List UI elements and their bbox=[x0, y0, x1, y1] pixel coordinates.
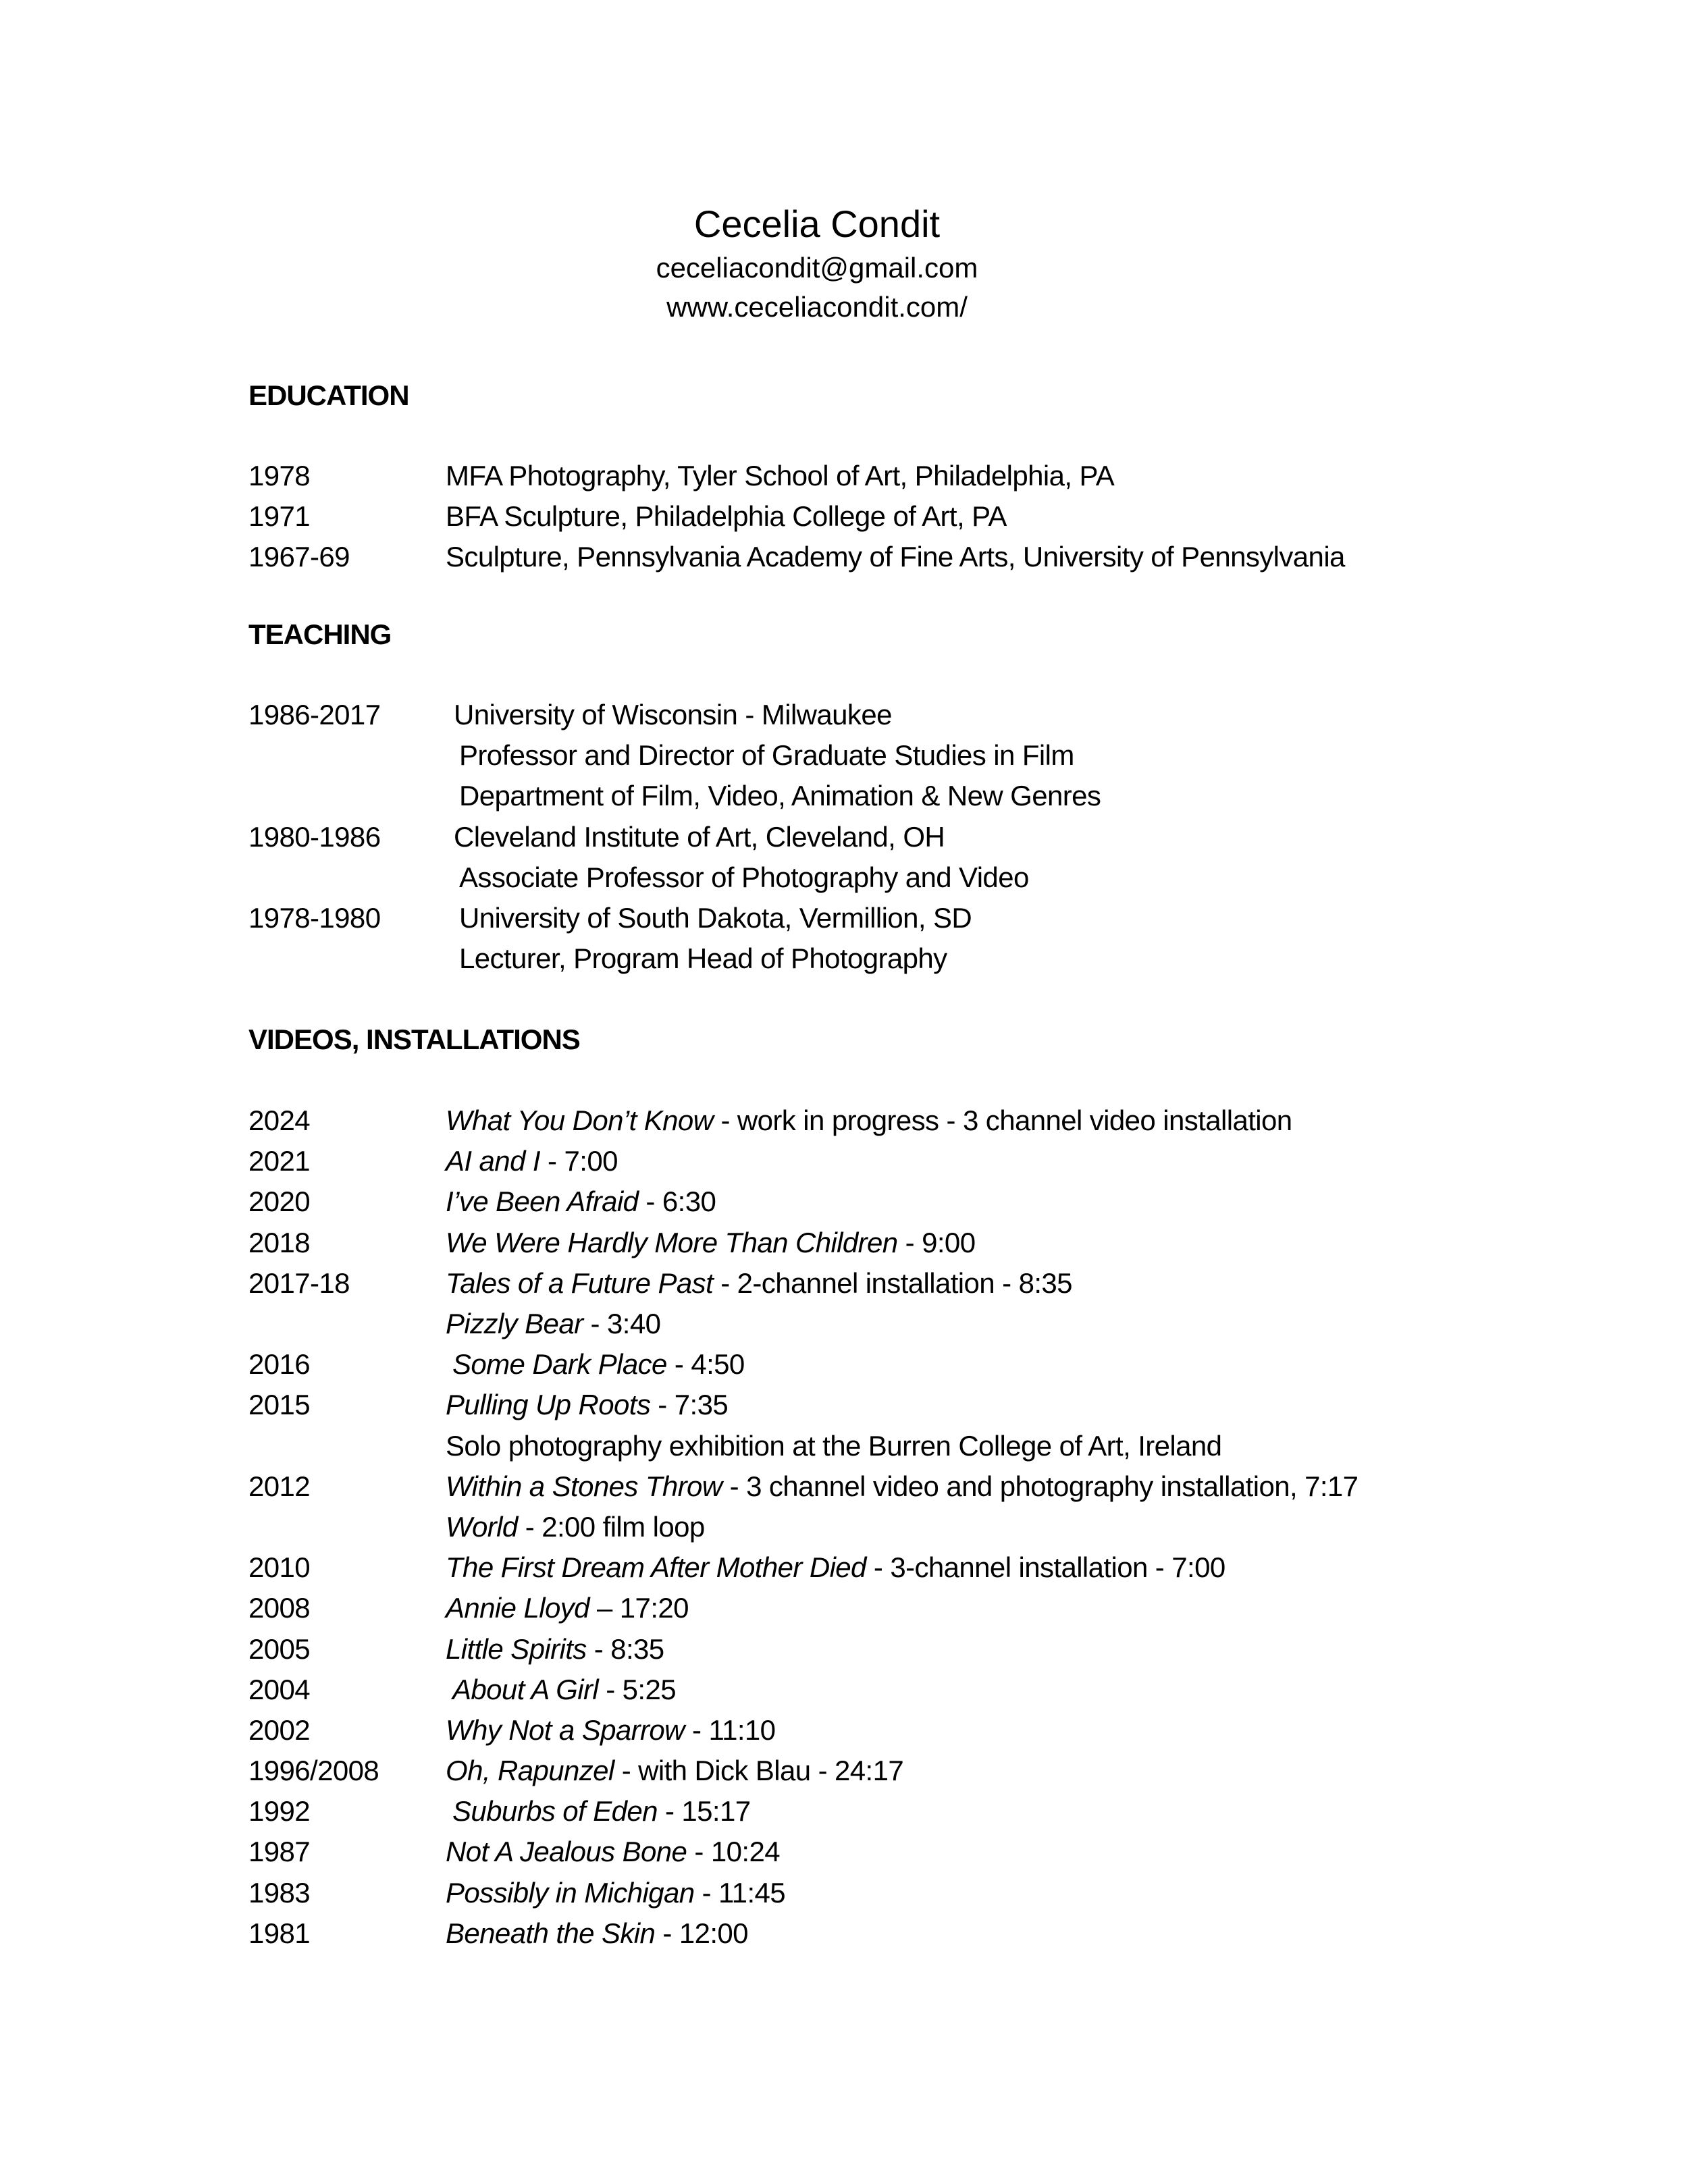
video-detail: - 2:00 film loop bbox=[517, 1510, 705, 1543]
video-item bbox=[248, 1628, 1599, 1669]
video-title: We Were Hardly More Than Children bbox=[446, 1226, 898, 1258]
teaching-department: Department of Film, Video, Animation & New Genres bbox=[459, 780, 1101, 812]
section-heading-videos-installations: VIDEOS, INSTALLATIONS bbox=[248, 1023, 580, 1055]
video-year: 2015 bbox=[248, 1389, 311, 1421]
teaching-list bbox=[248, 695, 1599, 979]
video-detail: - 11:10 bbox=[684, 1713, 776, 1746]
video-title: Tales of a Future Past bbox=[446, 1267, 714, 1299]
video-title: Little Spirits bbox=[446, 1632, 587, 1665]
video-detail: - 3:40 bbox=[583, 1308, 661, 1340]
video-item bbox=[248, 1344, 1599, 1385]
section-heading-teaching: TEACHING bbox=[248, 618, 392, 650]
video-detail: - 4:50 bbox=[666, 1348, 745, 1381]
video-title: Pizzly Bear bbox=[446, 1308, 583, 1340]
teaching-item bbox=[248, 695, 1599, 735]
video-detail: - 8:35 bbox=[586, 1632, 664, 1665]
education-item bbox=[248, 456, 1599, 496]
teaching-institution: Cleveland Institute of Art, Cleveland, OH bbox=[454, 820, 945, 853]
video-detail: - 5:25 bbox=[598, 1673, 676, 1705]
video-item bbox=[248, 1913, 1599, 1954]
video-detail: Solo photography exhibition at the Burren College of Art, Ireland bbox=[446, 1429, 1222, 1462]
video-detail: - 7:35 bbox=[650, 1389, 729, 1421]
videos-list bbox=[248, 1100, 1599, 1954]
video-year: 2016 bbox=[248, 1348, 311, 1381]
video-detail: - 7:00 bbox=[539, 1145, 618, 1177]
section-heading-education: EDUCATION bbox=[248, 379, 409, 411]
video-title: AI and I bbox=[446, 1145, 540, 1177]
video-detail: - 6:30 bbox=[638, 1186, 716, 1218]
video-title: Within a Stones Throw bbox=[446, 1470, 722, 1502]
education-year: 1978 bbox=[248, 460, 311, 492]
education-text: BFA Sculpture, Philadelphia College of Art, PA bbox=[446, 500, 1007, 533]
video-item bbox=[248, 1141, 1599, 1181]
video-year: 1983 bbox=[248, 1876, 311, 1909]
video-title: Why Not a Sparrow bbox=[446, 1713, 685, 1746]
video-detail: - 15:17 bbox=[657, 1795, 751, 1828]
video-title: Pulling Up Roots bbox=[446, 1389, 651, 1421]
video-detail: - work in progress - 3 channel video installation bbox=[713, 1104, 1292, 1137]
video-detail: - 10:24 bbox=[687, 1836, 780, 1868]
video-year: 2008 bbox=[248, 1592, 311, 1624]
video-item bbox=[248, 1670, 1599, 1710]
video-year: 2012 bbox=[248, 1470, 311, 1502]
video-title: Not A Jealous Bone bbox=[446, 1836, 687, 1868]
video-year: 2018 bbox=[248, 1226, 311, 1258]
video-item bbox=[248, 1304, 1599, 1344]
video-item bbox=[248, 1832, 1599, 1872]
email-link[interactable]: ceceliacondit@gmail.com bbox=[656, 252, 978, 284]
video-year: 2020 bbox=[248, 1186, 311, 1218]
video-year: 1981 bbox=[248, 1917, 311, 1949]
video-item bbox=[248, 1873, 1599, 1913]
video-title: Possibly in Michigan bbox=[446, 1876, 695, 1909]
video-item bbox=[248, 1507, 1599, 1547]
video-item bbox=[248, 1426, 1599, 1466]
video-year: 2024 bbox=[248, 1104, 311, 1137]
video-title: Some Dark Place bbox=[452, 1348, 667, 1381]
teaching-item bbox=[248, 735, 1599, 776]
person-name: Cecelia Condit bbox=[693, 203, 941, 245]
video-item bbox=[248, 1710, 1599, 1751]
video-year: 2005 bbox=[248, 1632, 311, 1665]
video-item bbox=[248, 1181, 1599, 1222]
teaching-institution: University of Wisconsin - Milwaukee bbox=[454, 699, 892, 731]
video-detail: - 12:00 bbox=[655, 1917, 748, 1949]
video-detail: - 3 channel video and photography installation, 7:17 bbox=[722, 1470, 1359, 1502]
video-detail: - 3-channel installation - 7:00 bbox=[866, 1551, 1225, 1584]
education-text: Sculpture, Pennsylvania Academy of Fine Arts, University of Pennsylvania bbox=[446, 541, 1345, 573]
video-title: What You Don’t Know bbox=[446, 1104, 714, 1137]
video-title: Annie Lloyd bbox=[446, 1592, 589, 1624]
video-title: The First Dream After Mother Died bbox=[446, 1551, 866, 1584]
video-title: Suburbs of Eden bbox=[452, 1795, 658, 1828]
teaching-years: 1978-1980 bbox=[248, 902, 381, 934]
video-title: World bbox=[446, 1510, 518, 1543]
video-detail: - 9:00 bbox=[897, 1226, 976, 1258]
video-year: 1987 bbox=[248, 1836, 311, 1868]
video-item bbox=[248, 1100, 1599, 1141]
teaching-years: 1986-2017 bbox=[248, 699, 381, 731]
video-year: 2002 bbox=[248, 1713, 311, 1746]
teaching-role: Lecturer, Program Head of Photography bbox=[459, 942, 947, 975]
teaching-role: Professor and Director of Graduate Studies in Film bbox=[459, 739, 1074, 772]
teaching-role: Associate Professor of Photography and Video bbox=[459, 861, 1029, 893]
teaching-institution: University of South Dakota, Vermillion, SD bbox=[459, 902, 972, 934]
cv-header bbox=[0, 200, 1634, 327]
video-title: Beneath the Skin bbox=[446, 1917, 656, 1949]
video-title: I’ve Been Afraid bbox=[446, 1186, 639, 1218]
video-year: 2021 bbox=[248, 1145, 311, 1177]
video-year: 2017-18 bbox=[248, 1267, 350, 1299]
video-year: 1992 bbox=[248, 1795, 311, 1828]
video-year: 1996/2008 bbox=[248, 1755, 379, 1787]
teaching-years: 1980-1986 bbox=[248, 820, 381, 853]
teaching-item bbox=[248, 817, 1599, 857]
education-year: 1971 bbox=[248, 500, 311, 533]
video-year: 2004 bbox=[248, 1673, 311, 1705]
education-year: 1967-69 bbox=[248, 541, 350, 573]
website-link[interactable]: www.ceceliacondit.com/ bbox=[666, 291, 968, 323]
education-text: MFA Photography, Tyler School of Art, Philadelphia, PA bbox=[446, 460, 1115, 492]
video-item bbox=[248, 1385, 1599, 1425]
video-title: About A Girl bbox=[452, 1673, 599, 1705]
teaching-item bbox=[248, 898, 1599, 938]
video-title: Oh, Rapunzel bbox=[446, 1755, 614, 1787]
video-item bbox=[248, 1588, 1599, 1628]
education-list bbox=[248, 456, 1599, 578]
video-item bbox=[248, 1547, 1599, 1588]
teaching-item bbox=[248, 776, 1599, 816]
video-item bbox=[248, 1751, 1599, 1791]
video-year: 2010 bbox=[248, 1551, 311, 1584]
video-detail: – 17:20 bbox=[589, 1592, 689, 1624]
video-item bbox=[248, 1791, 1599, 1832]
video-item bbox=[248, 1263, 1599, 1304]
video-item bbox=[248, 1466, 1599, 1507]
education-item bbox=[248, 496, 1599, 537]
video-detail: - 11:45 bbox=[694, 1876, 786, 1909]
video-item bbox=[248, 1223, 1599, 1263]
video-detail: - 2-channel installation - 8:35 bbox=[713, 1267, 1072, 1299]
education-item bbox=[248, 537, 1599, 577]
teaching-item bbox=[248, 857, 1599, 898]
video-detail: - with Dick Blau - 24:17 bbox=[614, 1755, 904, 1787]
teaching-item bbox=[248, 938, 1599, 979]
